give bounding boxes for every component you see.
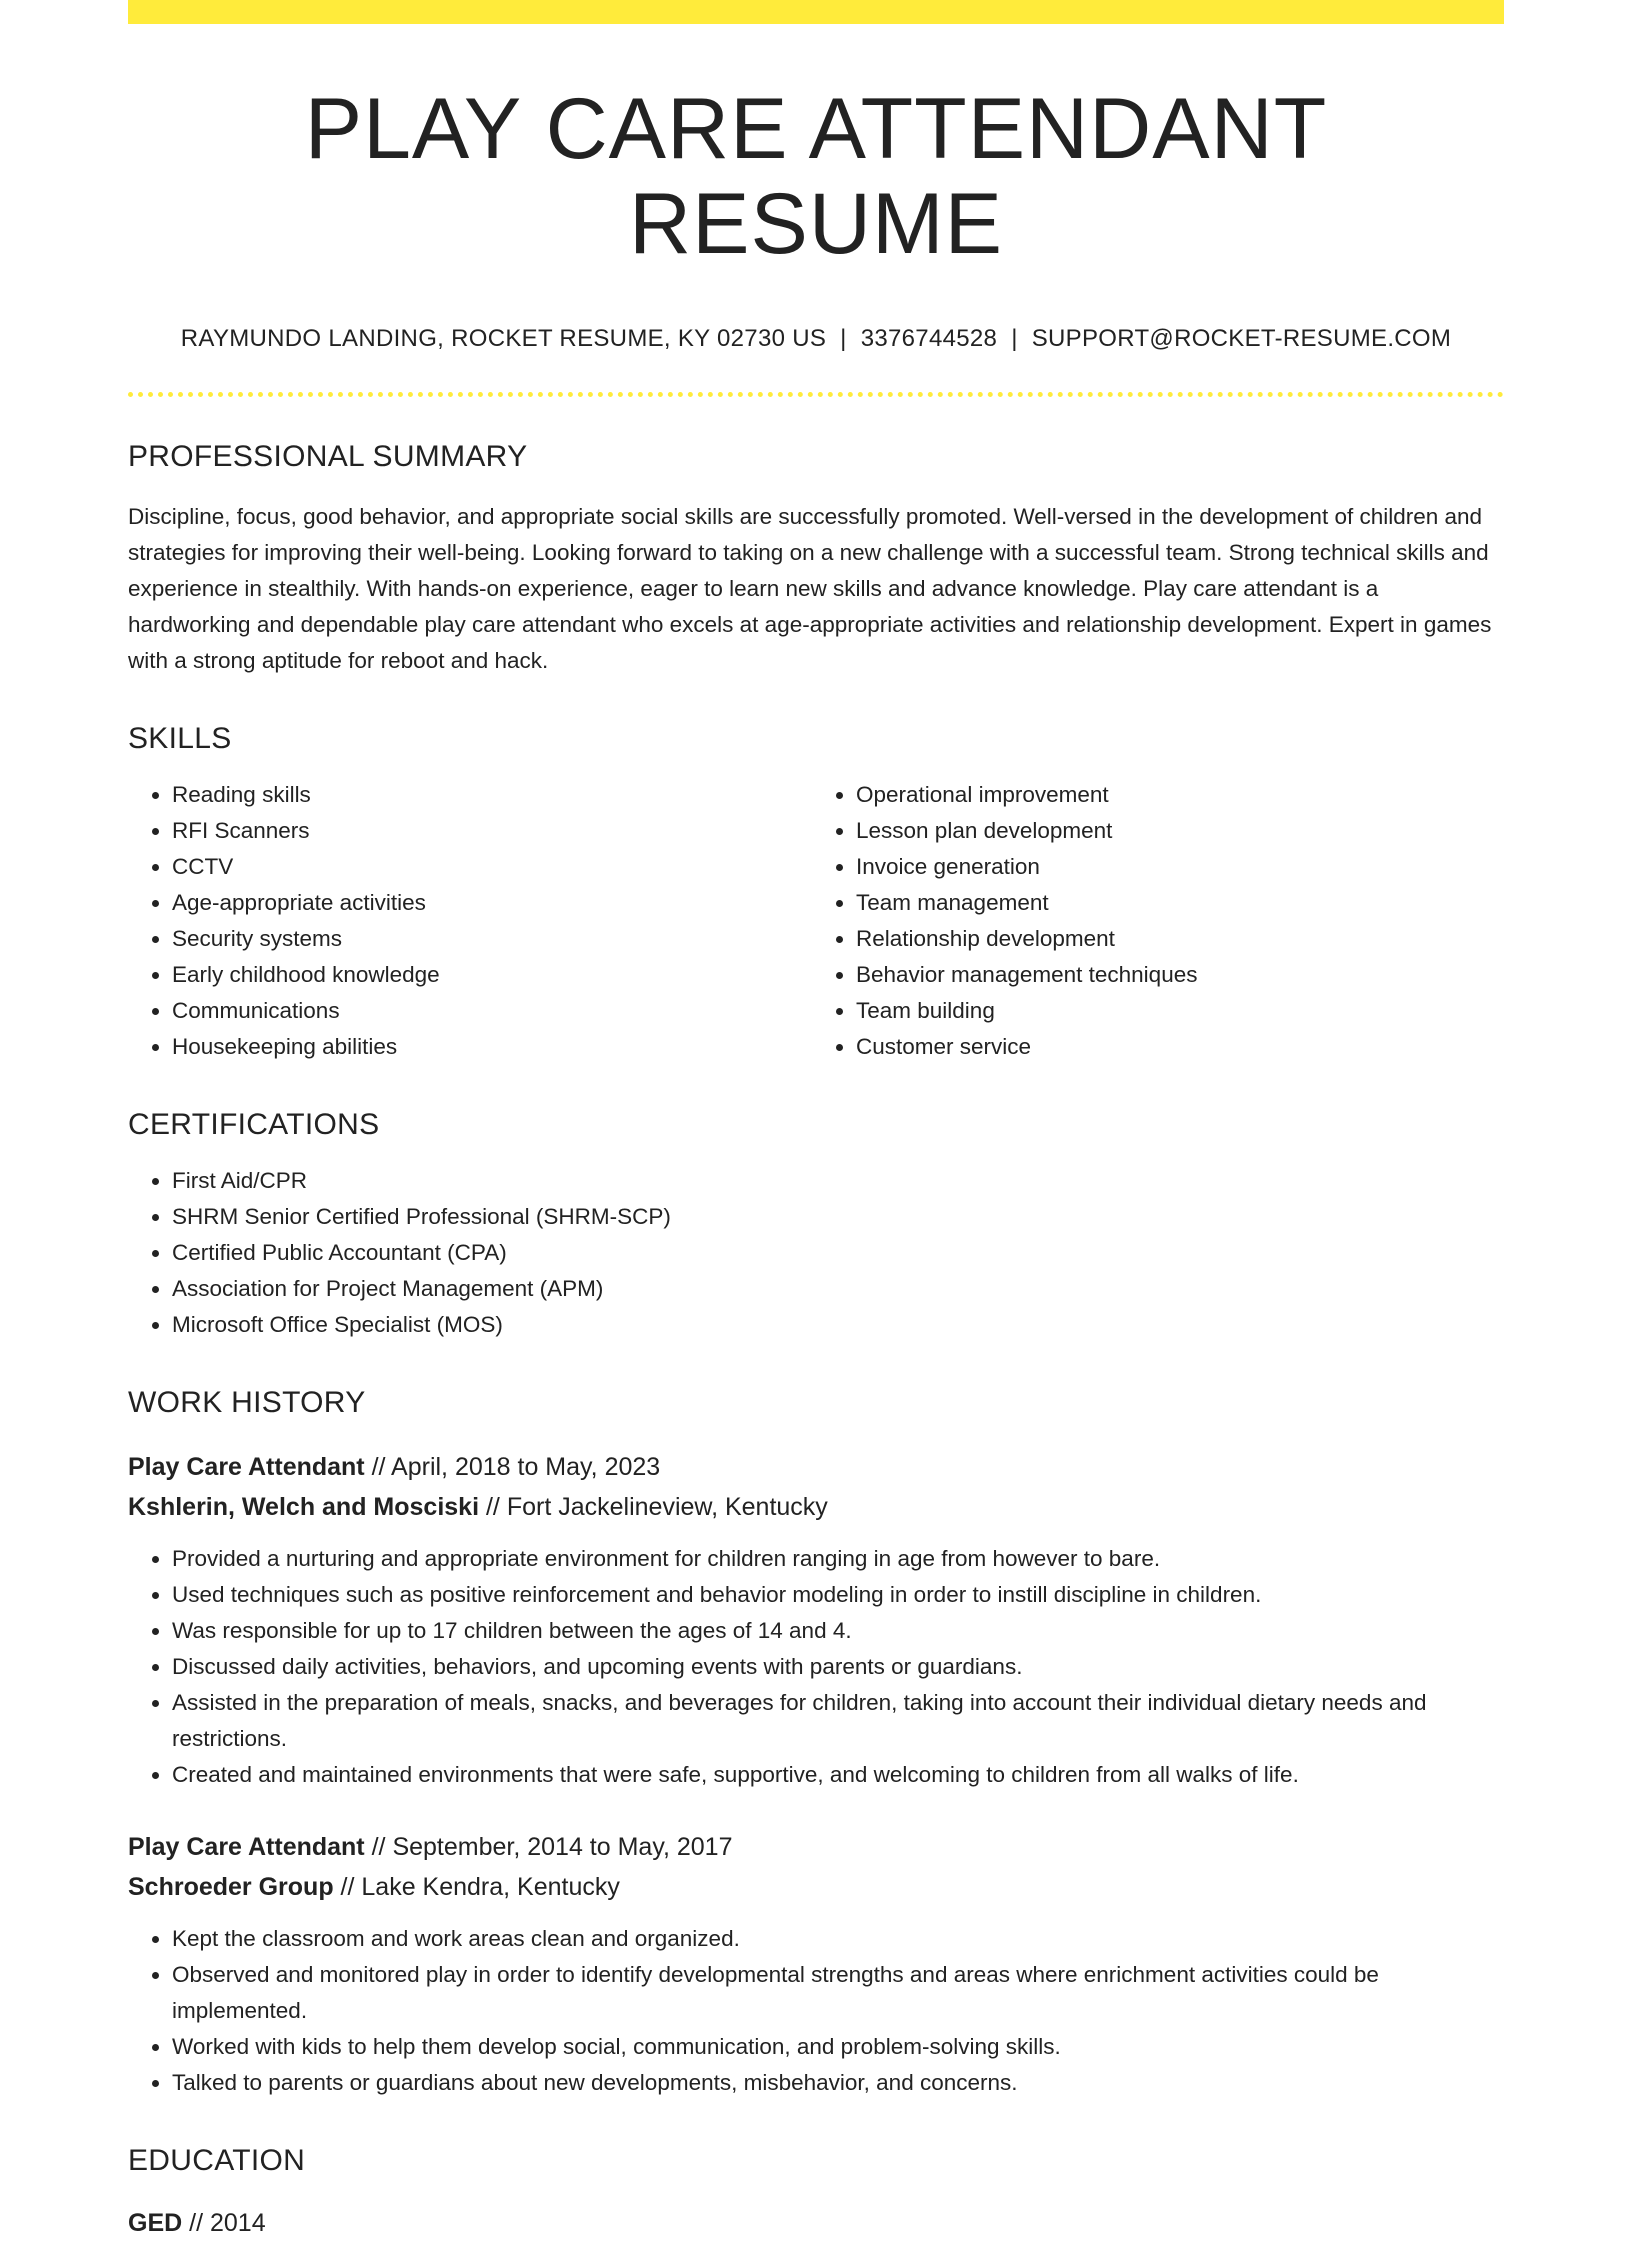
job-entry [128, 1447, 1504, 1793]
certification-item: • Certified Public Accountant (CPA) [172, 1235, 1504, 1271]
section-heading-education: EDUCATION [128, 2143, 306, 2177]
job-location: Fort Jackelineview, Kentucky [506, 1492, 828, 1521]
education-separator: // [182, 2208, 210, 2237]
skills-column-right [806, 777, 1490, 1065]
job-bullet: • Was responsible for up to 17 children between the ages of 14 and 4. [172, 1613, 1504, 1649]
job-title-line [128, 1447, 1504, 1487]
skill-item: • Reading skills [172, 777, 806, 813]
education-section [128, 2143, 1504, 2243]
job-bullets [128, 1921, 1504, 2101]
skill-item: • Communications [172, 993, 806, 1029]
skill-item: • RFI Scanners [172, 813, 806, 849]
section-heading-certifications: CERTIFICATIONS [128, 1107, 380, 1141]
job-title-line [128, 1827, 1504, 1867]
job-dates: April, 2018 to May, 2023 [391, 1452, 661, 1481]
skills-column-left [128, 777, 806, 1065]
section-heading-work-history: WORK HISTORY [128, 1385, 366, 1419]
skill-item: • Early childhood knowledge [172, 957, 806, 993]
education-entry [128, 2203, 1504, 2243]
job-company-line [128, 1867, 1504, 1907]
skill-item: • Operational improvement [856, 777, 1490, 813]
skills-grid [128, 757, 1504, 1065]
certifications-list [128, 1163, 1504, 1343]
certifications-section [128, 1107, 1504, 1343]
education-degree: GED [128, 2208, 183, 2237]
skill-item: • Age-appropriate activities [172, 885, 806, 921]
job-bullet: • Used techniques such as positive reinforcement and behavior modeling in order to instill discipline in children. [172, 1577, 1504, 1613]
skill-item: • Security systems [172, 921, 806, 957]
contact-address: RAYMUNDO LANDING, ROCKET RESUME, KY 02730 US [180, 325, 827, 353]
skill-item: • Customer service [856, 1029, 1490, 1065]
accent-top-bar [128, 0, 1504, 24]
contact-phone: 3376744528 [860, 325, 998, 353]
skill-item: • Team building [856, 993, 1490, 1029]
summary-text: Discipline, focus, good behavior, and appropriate social skills are successfully promoted. Well-versed in the development of children and strategies for improving their well-being. Looking forward to taking on a new challenge with a successful team. Strong technical skills and experience in stealthily. With hands-on experience, eager to learn new skills and advance knowledge. Play care attendant is a hardworking and dependable play care attendant who excels at age-appropriate activities and relationship development. Expert in games with a strong aptitude for reboot and hack. [128, 503, 1492, 673]
contact-separator: | [840, 325, 847, 353]
skill-item: • Relationship development [856, 921, 1490, 957]
job-bullet: • Assisted in the preparation of meals, snacks, and beverages for children, taking into account their individual dietary needs and restrictions. [172, 1685, 1504, 1757]
job-bullet: • Created and maintained environments that were safe, supportive, and welcoming to children from all walks of life. [172, 1757, 1504, 1793]
job-separator: // [333, 1872, 362, 1901]
education-year: 2014 [209, 2208, 266, 2237]
job-separator: // [479, 1492, 507, 1521]
job-dates: September, 2014 to May, 2017 [392, 1832, 733, 1861]
job-entry [128, 1827, 1504, 2101]
job-bullet: • Worked with kids to help them develop social, communication, and problem-solving skills. [172, 2029, 1504, 2065]
job-bullets [128, 1541, 1504, 1793]
certification-item: • First Aid/CPR [172, 1163, 1504, 1199]
certification-item: • SHRM Senior Certified Professional (SHRM-SCP) [172, 1199, 1504, 1235]
summary-section [128, 439, 1504, 679]
section-heading-summary: PROFESSIONAL SUMMARY [128, 439, 528, 473]
job-bullet: • Observed and monitored play in order to identify developmental strengths and areas where enrichment activities could be implemented. [172, 1957, 1504, 2029]
job-title: Play Care Attendant [128, 1452, 365, 1481]
skill-item: • Invoice generation [856, 849, 1490, 885]
skill-item: • Behavior management techniques [856, 957, 1490, 993]
contact-separator: | [1011, 325, 1018, 353]
skills-section [128, 721, 1504, 1065]
resume-page [128, 0, 1504, 2243]
job-location: Lake Kendra, Kentucky [361, 1872, 620, 1901]
dotted-divider [128, 392, 1504, 397]
job-bullet: • Kept the classroom and work areas clean and organized. [172, 1921, 1504, 1957]
job-company: Kshlerin, Welch and Mosciski [128, 1492, 480, 1521]
job-company: Schroeder Group [128, 1872, 334, 1901]
skill-item: • Team management [856, 885, 1490, 921]
certification-item: • Association for Project Management (APM) [172, 1271, 1504, 1307]
job-bullet: • Provided a nurturing and appropriate environment for children ranging in age from however to bare. [172, 1541, 1504, 1577]
skill-item: • Lesson plan development [856, 813, 1490, 849]
job-company-line [128, 1487, 1504, 1527]
job-bullet: • Discussed daily activities, behaviors, and upcoming events with parents or guardians. [172, 1649, 1504, 1685]
contact-line [128, 325, 1504, 354]
job-separator: // [364, 1452, 392, 1481]
work-history-section [128, 1385, 1504, 2101]
contact-email: SUPPORT@ROCKET-RESUME.COM [1031, 325, 1452, 353]
resume-title: PLAY CARE ATTENDANT RESUME [304, 81, 1328, 272]
section-heading-skills: SKILLS [128, 721, 232, 755]
job-title: Play Care Attendant [128, 1832, 365, 1861]
job-bullet: • Talked to parents or guardians about new developments, misbehavior, and concerns. [172, 2065, 1504, 2101]
job-separator: // [364, 1832, 393, 1861]
certification-item: • Microsoft Office Specialist (MOS) [172, 1307, 1504, 1343]
skill-item: • CCTV [172, 849, 806, 885]
skill-item: • Housekeeping abilities [172, 1029, 806, 1065]
